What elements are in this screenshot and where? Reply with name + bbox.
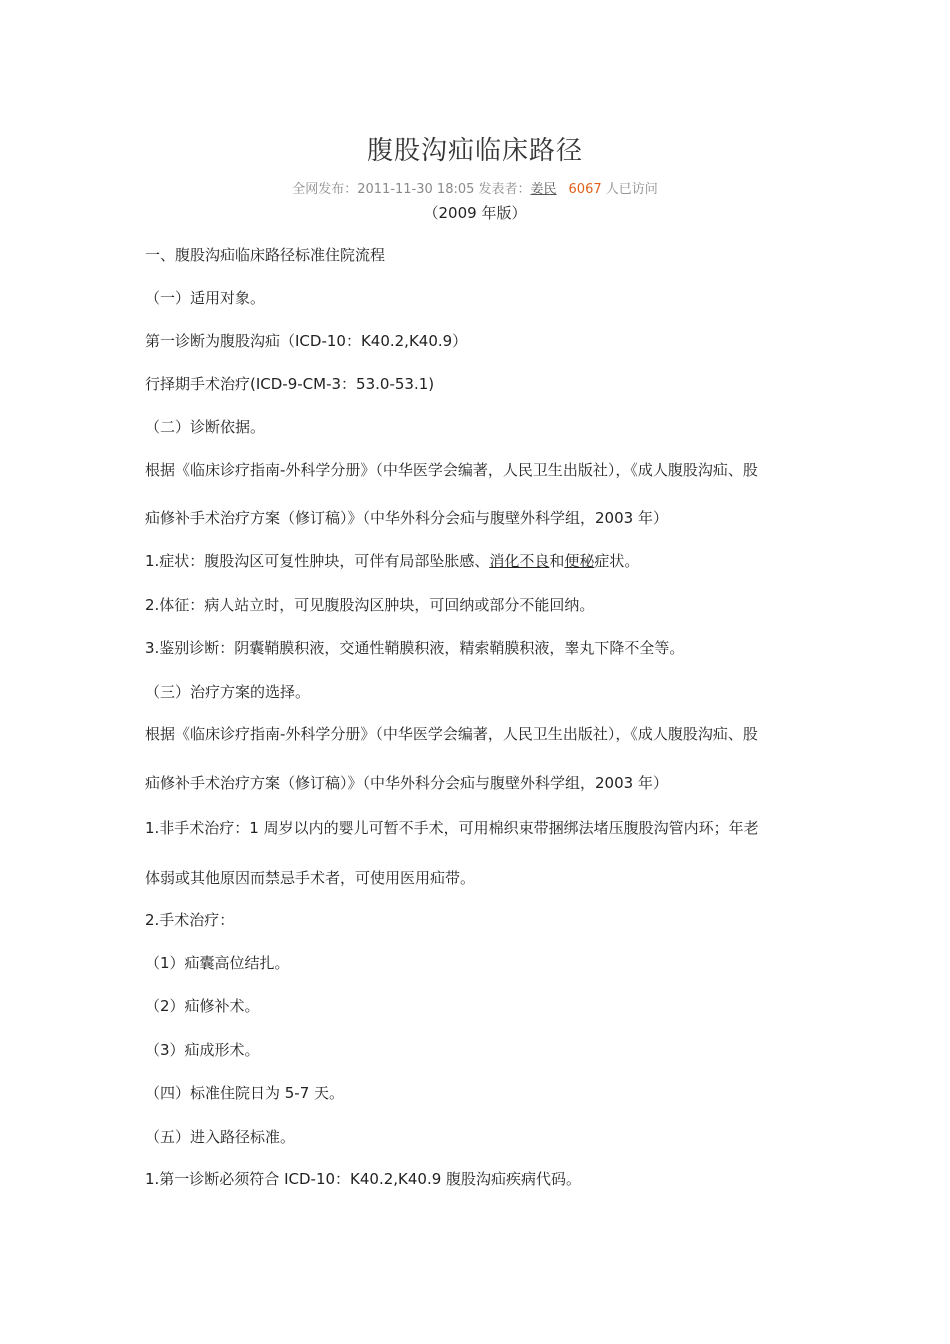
symptom-text: 1.症状：腹股沟区可复性肿块，可伴有局部坠胀感、: [145, 552, 490, 570]
subsection-heading: （三）治疗方案的选择。: [145, 683, 311, 701]
paragraph-line: 3.鉴别诊断：阴囊鞘膜积液，交通性鞘膜积液，精索鞘膜积液，睾丸下降不全等。: [145, 639, 685, 657]
indigestion-link[interactable]: 消化不良: [489, 552, 550, 570]
connector-text: 和: [549, 552, 565, 570]
list-item: （3）疝成形术。: [145, 1041, 260, 1059]
symptom-suffix: 症状。: [594, 552, 640, 570]
author-link[interactable]: 姜民: [530, 182, 557, 197]
list-item: （1）疝囊高位结扎。: [145, 954, 290, 972]
publish-info: 全网发布：2011-11-30 18:05 发表者：: [292, 182, 531, 197]
list-item: （2）疝修补术。: [145, 997, 260, 1015]
visit-count: 6067: [568, 182, 602, 197]
page-title: 腹股沟疝临床路径: [366, 136, 583, 166]
constipation-link[interactable]: 便秘: [564, 552, 595, 570]
section-heading: 一、腹股沟疝临床路径标准住院流程: [145, 246, 386, 264]
paragraph-line: 疝修补手术治疗方案（修订稿）》（中华外科分会疝与腹壁外科学组，2003 年）: [145, 774, 668, 792]
subsection-heading: （四）标准住院日为 5-7 天。: [145, 1084, 345, 1102]
paragraph-line: 第一诊断为腹股沟疝（ICD-10：K40.2,K40.9）: [145, 332, 468, 350]
subsection-heading: （一）适用对象。: [145, 289, 266, 307]
paragraph-line: 疝修补手术治疗方案（修订稿）》（中华外科分会疝与腹壁外科学组，2003 年）: [145, 509, 668, 527]
paragraph-line: 体弱或其他原因而禁忌手术者，可使用医用疝带。: [145, 869, 476, 887]
paragraph-line: 根据《临床诊疗指南-外科学分册》（中华医学会编著，人民卫生出版社），《成人腹股沟疝、股: [145, 725, 758, 743]
subsection-heading: （二）诊断依据。: [145, 418, 266, 436]
paragraph-line: 1.第一诊断必须符合 ICD-10：K40.2,K40.9 腹股沟疝疾病代码。: [145, 1170, 582, 1188]
paragraph-line: 2.手术治疗：: [145, 911, 235, 929]
paragraph-line: 2.体征：病人站立时，可见腹股沟区肿块，可回纳或部分不能回纳。: [145, 596, 595, 614]
edition-label: （2009 年版）: [423, 204, 527, 222]
symptom-line: [145, 551, 815, 571]
subsection-heading: （五）进入路径标准。: [145, 1128, 296, 1146]
paragraph-line: 1.非手术治疗：1 周岁以内的婴儿可暂不手术，可用棉织束带捆绑法堵压腹股沟管内环；年老: [145, 819, 759, 837]
visit-suffix: 人已访问: [601, 182, 658, 197]
article-meta: [0, 178, 950, 197]
paragraph-line: 行择期手术治疗(ICD-9-CM-3：53.0-53.1): [145, 375, 435, 393]
paragraph-line: 根据《临床诊疗指南-外科学分册》（中华医学会编著，人民卫生出版社），《成人腹股沟疝、股: [145, 461, 758, 479]
